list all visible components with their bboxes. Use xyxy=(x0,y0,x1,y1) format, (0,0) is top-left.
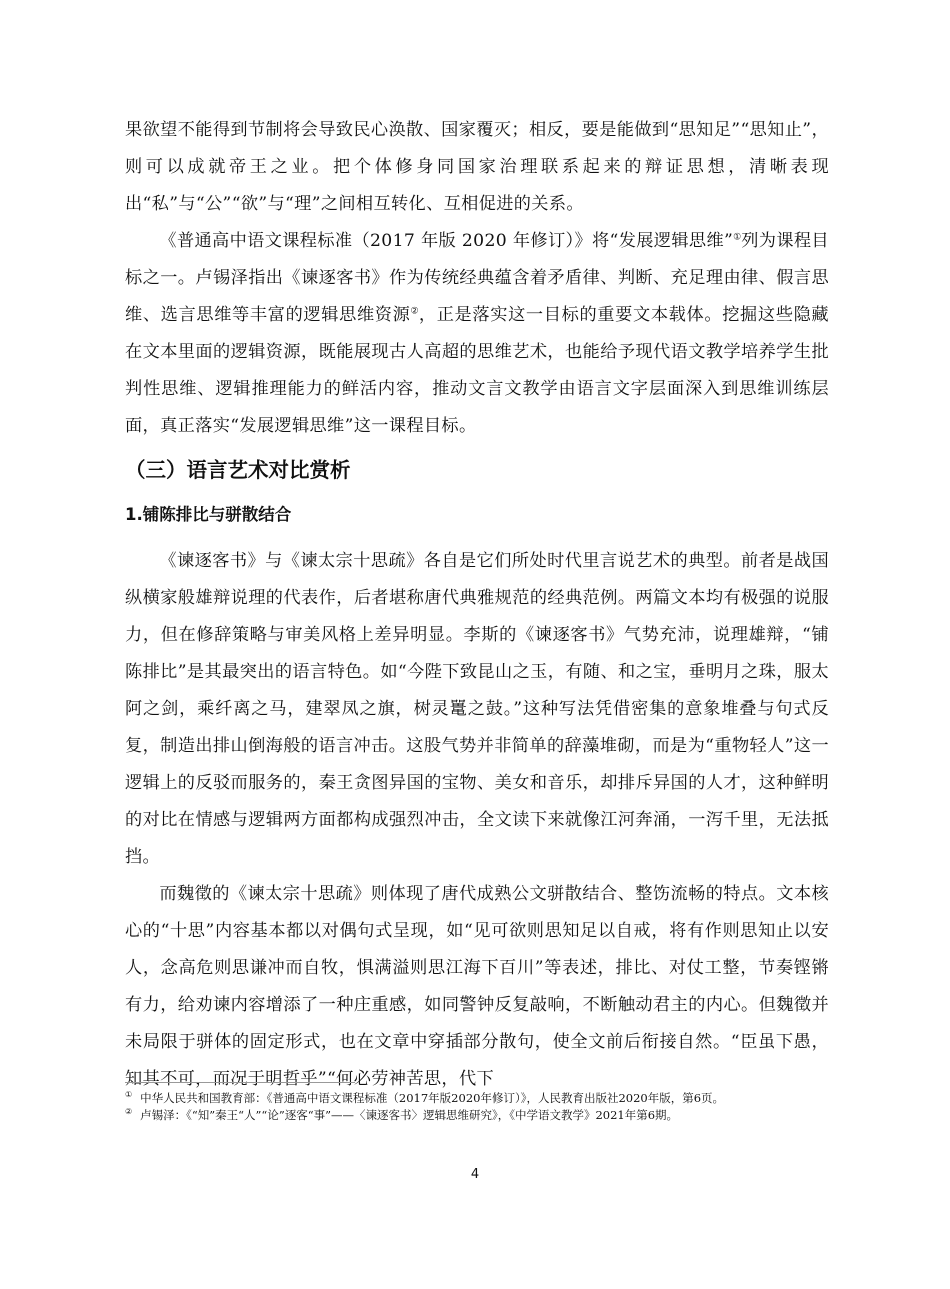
body-paragraph-4: 而魏徵的《谏太宗十思疏》则体现了唐代成熟公文骈散结合、整饬流畅的特点。文本核心的“十思”内容基本都以对偶句式呈现，如“见可欲则思知足以自戒，将有作则思知止以安人，念高危则思谦冲而自牧，惧满溢则思江海下百川”等表述，排比、对仗工整，节奏铿锵有力，给劝谏内容增添了一种庄重感，如同警钟反复敲响，不断触动君主的内心。但魏徵并未局限于骈体的固定形式，也在文章中穿插部分散句，使全文前后衔接自然。“臣虽下愚，知其不可，而况于明哲乎”“何必劳神苦思，代下 xyxy=(125,884,829,1089)
footnote-1 xyxy=(125,1090,829,1107)
paragraph-2-text-b: 列为课程目标之一。卢锡泽指出《谏逐客书》作为传统经典蕴含着矛盾律、判断、充足理由律、假言思维、选言思维等丰富的逻辑思维资源 xyxy=(125,231,829,325)
section-heading: （三）语言艺术对比赏析 xyxy=(125,458,351,482)
footnote-ref-2[interactable]: ② xyxy=(410,306,419,317)
footnote-2-text: 卢锡泽：《“知”秦王“人”“论”逐客“事”——〈谏逐客书〉逻辑思维研究》，《中学语文教学》2021年第6期。 xyxy=(140,1107,679,1122)
paragraph-2-text-c: ，正是落实这一目标的重要文本载体。挖掘这些隐藏在文本里面的逻辑资源，既能展现古人高超的思维艺术，也能给予现代语文教学培养学生批判性思维、逻辑推理能力的鲜活内容，推动文言文教学由语言文字层面深入到思维训练层面，真正落实“发展逻辑思维”这一课程目标。 xyxy=(125,305,829,436)
footnotes-section xyxy=(125,1090,829,1123)
main-content xyxy=(125,112,829,1098)
sub-heading: 1.铺陈排比与骈散结合 xyxy=(125,505,292,524)
footnote-2 xyxy=(125,1107,829,1124)
footnote-1-mark: ① xyxy=(125,1090,133,1100)
body-paragraph-1: 果欲望不能得到节制将会导致民心涣散、国家覆灭；相反，要是能做到“思知足”“思知止”，则可以成就帝王之业。把个体修身同国家治理联系起来的辩证思想，清晰表现出“私”与“公”“欲”与“理”之间相互转化、互相促进的关系。 xyxy=(125,120,829,214)
paragraph-2-text-a: 《普通高中语文课程标准（2017 年版 2020 年修订）》将“发展逻辑思维” xyxy=(159,231,734,251)
body-paragraph-2 xyxy=(125,223,829,445)
footnote-ref-1[interactable]: ① xyxy=(733,232,742,243)
body-paragraph-3: 《谏逐客书》与《谏太宗十思疏》各自是它们所处时代里言说艺术的典型。前者是战国纵横家般雄辩说理的代表作，后者堪称唐代典雅规范的经典范例。两篇文本均有极强的说服力，但在修辞策略与审美风格上差异明显。李斯的《谏逐客书》气势充沛，说理雄辩，“铺陈排比”是其最突出的语言特色。如“今陛下致昆山之玉，有随、和之宝，垂明月之珠，服太阿之剑，乘纤离之马，建翠凤之旗，树灵鼍之鼓。”这种写法凭借密集的意象堆叠与句式反复，制造出排山倒海般的语言冲击。这股气势并非简单的辞藻堆砌，而是为“重物轻人”这一逻辑上的反驳而服务的，秦王贪图异国的宝物、美女和音乐，却排斥异国的人才，这种鲜明的对比在情感与逻辑两方面都构成强烈冲击，全文读下来就像江河奔涌，一泻千里，无法抵挡。 xyxy=(125,551,829,867)
footnote-1-text: 中华人民共和国教育部：《普通高中语文课程标准（2017年版2020年修订）》，人民教育出版社2020年版，第6页。 xyxy=(140,1091,725,1105)
footnote-divider xyxy=(125,1082,355,1083)
footnote-2-mark: ② xyxy=(125,1106,133,1116)
page-number: 4 xyxy=(470,1167,480,1182)
